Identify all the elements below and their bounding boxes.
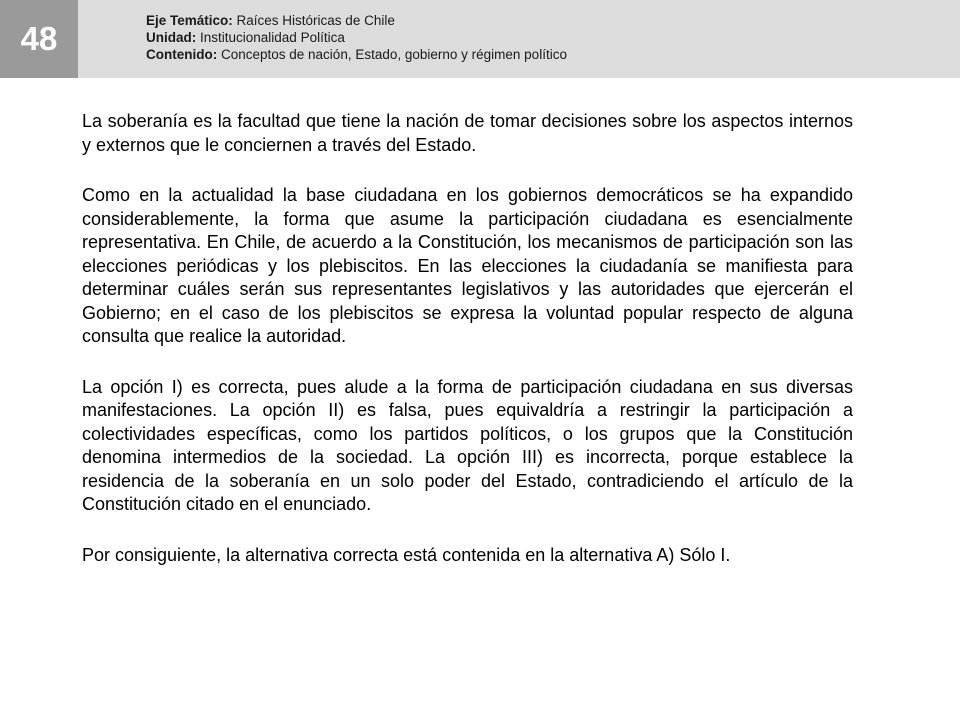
contenido-line — [146, 46, 567, 63]
paragraph-participacion: Como en la actualidad la base ciudadana en los gobiernos democráticos se ha expandido considerablemente, la forma que asume la participación ciudadana es esencialmente representativa. En Chile, de acuerdo a la Constitución, los mecanismos de participación son las elecciones periódicas y los plebiscitos. En las elecciones la ciudadanía se manifiesta para determinar cuáles serán sus representantes legislativos y las autoridades que ejercerán el Gobierno; en el caso de los plebiscitos se expresa la voluntad popular respecto de alguna consulta que realice la autoridad. — [82, 185, 853, 346]
body-text — [82, 110, 853, 594]
paragraph-opciones: La opción I) es correcta, pues alude a la forma de participación ciudadana en sus diversas manifestaciones. La opción II) es falsa, pues equivaldría a restringir la participación a colectividades específicas, como los partidos políticos, o los grupos que la Constitución denomina intermedios de la sociedad. La opción III) es incorrecta, porque establece la residencia de la soberanía en un solo poder del Estado, contradiciendo el artículo de la Constitución citado en el enunciado. — [82, 376, 853, 514]
contenido-value: Conceptos de nación, Estado, gobierno y régimen político — [217, 47, 567, 62]
slide-number: 48 — [20, 20, 58, 57]
eje-tematico-line — [146, 12, 567, 29]
paragraph-soberania: La soberanía es la facultad que tiene la nación de tomar decisiones sobre los aspectos internos y externos que le conciernen a través del Estado. — [82, 111, 853, 155]
unidad-value: Institucionalidad Política — [196, 30, 345, 45]
eje-tematico-label: Eje Temático: — [146, 13, 233, 28]
contenido-label: Contenido: — [146, 47, 218, 62]
header-bar — [0, 0, 960, 78]
eje-tematico-value: Raíces Históricas de Chile — [232, 13, 395, 28]
paragraph-conclusion: Por consiguiente, la alternativa correcta está contenida en la alternativa A) Sólo I. — [82, 544, 731, 565]
unidad-label: Unidad: — [146, 30, 197, 45]
header-meta — [146, 12, 567, 63]
unidad-line — [146, 29, 567, 46]
slide-number-box — [0, 0, 78, 78]
